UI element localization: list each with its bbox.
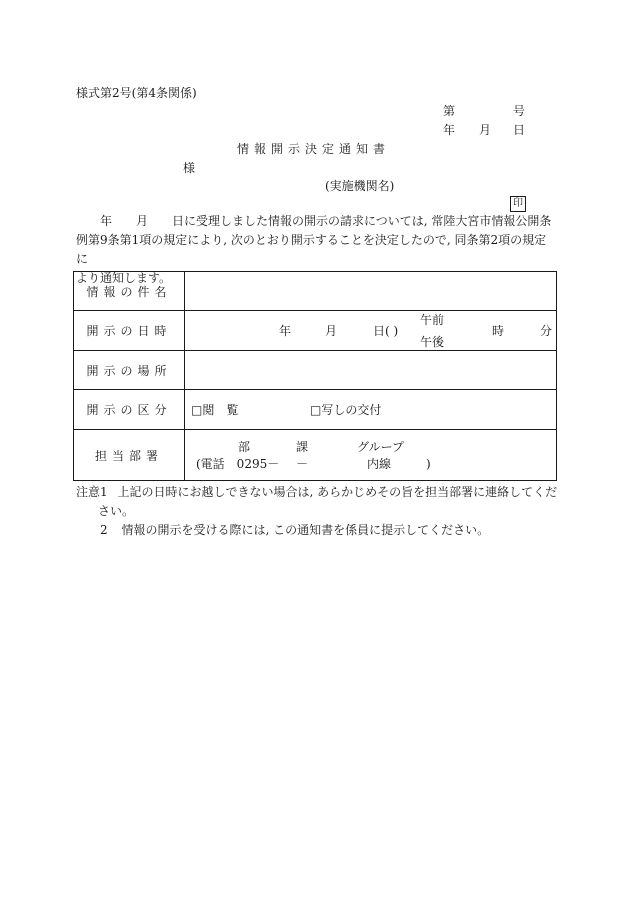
dt-am: 午前 (420, 313, 445, 327)
dt-minute: 分 (540, 324, 553, 338)
value-place[interactable] (185, 351, 557, 390)
dept-ext: 内線 (367, 457, 392, 471)
row-subject (74, 272, 557, 311)
body-line-1: 年 月 日に受理しました情報の開示の請求については, 常陸大宮市情報公開条 (100, 214, 552, 228)
document-title: 情報開示決定通知書 (237, 142, 391, 156)
label-dept: 担当部署 (74, 430, 185, 481)
doc-number-suffix: 号 (513, 104, 526, 118)
dept-dash: － (296, 457, 309, 471)
agency-label: (実施機関名) (325, 179, 395, 193)
doc-number-prefix: 第 (443, 104, 456, 118)
row-datetime (74, 311, 557, 351)
dept-ka: 課 (296, 440, 309, 454)
label-method: 開示の区分 (74, 390, 185, 430)
value-dept[interactable] (185, 430, 557, 481)
dept-bu: 部 (238, 440, 251, 454)
addressee-suffix: 様 (183, 161, 196, 175)
disclosure-form-table (73, 271, 557, 481)
date-day: 日 (513, 123, 526, 137)
method-view-checkbox[interactable]: □閲 覧 (191, 403, 239, 417)
note-2-label: 2 (100, 523, 108, 537)
method-copy-checkbox[interactable]: □写しの交付 (310, 403, 382, 417)
seal-mark: 印 (510, 196, 526, 212)
date-year: 年 (443, 123, 456, 137)
label-datetime: 開示の日時 (74, 311, 185, 351)
note-1-label: 注意1 (76, 485, 108, 499)
dept-close: ) (426, 457, 431, 471)
row-dept (74, 430, 557, 481)
dt-year: 年 (279, 324, 292, 338)
value-datetime[interactable] (185, 311, 557, 351)
note-2 (76, 521, 557, 540)
dept-phone: (電話 0295－ (196, 457, 280, 471)
body-line-2: 例第9条第1項の規定により, 次のとおり開示することを決定したので, 同条第2項の規定に (76, 233, 547, 266)
dt-hour: 時 (492, 324, 505, 338)
date-month: 月 (479, 123, 492, 137)
body-line-3: より通知します。 (76, 271, 172, 285)
label-subject: 情報の件名 (74, 272, 185, 311)
notes-section (76, 483, 557, 540)
form-number: 様式第2号(第4条関係) (76, 86, 197, 100)
note-1-text-b: さい。 (98, 504, 135, 518)
note-2-text: 情報の開示を受ける際には, この通知書を係員に提示してください。 (121, 523, 490, 537)
note-1 (76, 483, 557, 502)
dt-day-weekday: 日( ) (373, 324, 399, 338)
label-place: 開示の場所 (74, 351, 185, 390)
row-method (74, 390, 557, 430)
dt-month: 月 (325, 324, 338, 338)
value-method (185, 390, 557, 430)
dt-pm: 午後 (420, 335, 445, 349)
note-1-text-a: 上記の日時にお越しできない場合は, あらかじめその旨を担当部署に連絡してくだ (117, 485, 558, 499)
dept-group: グループ (357, 440, 405, 454)
row-place (74, 351, 557, 390)
value-subject[interactable] (185, 272, 557, 311)
